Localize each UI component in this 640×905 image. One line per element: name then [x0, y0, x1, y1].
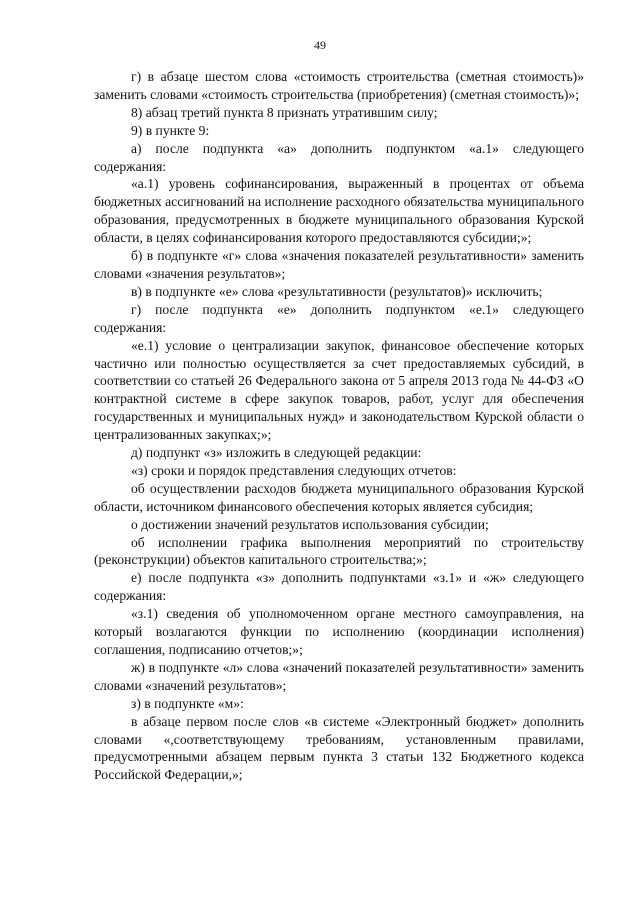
paragraph-9: «е.1) условие о централизации закупок, финансовое обеспечение которых частично или полностью осуществляется за счет предоставляемых субсидий, в соответствии со статьей 26 Федерального закона от 5 апреля 2013 года № 44-ФЗ «О контрактной системе в сфере закупок товаров, работ, услуг для обеспечения государственных и муниципальных нужд» и законодательством Курской области о централизованных закупках;»; [94, 337, 584, 443]
paragraph-11: «з) сроки и порядок представления следующих отчетов: [131, 462, 457, 478]
paragraph-5: «а.1) уровень софинансирования, выраженный в процентах от объема бюджетных ассигнований на исполнение расходного обязательства муниципального образования, предусмотренных в бюджете муниципального образования Курской области, в целях софинансирования которого предоставляются субсидии;»; [94, 176, 584, 246]
paragraph-2: 8) абзац третий пункта 8 признать утратившим силу; [131, 104, 438, 120]
paragraph-8: г) после подпункта «е» дополнить подпунктом «е.1» следующего содержания: [94, 301, 584, 335]
paragraph-19: в абзаце первом после слов «в системе «Электронный бюджет» дополнить словами «,соответствующему требованиям, установленным правилами, предусмотренными абзацем первым пункта 3 статьи 132 Бюджетного кодекса Российской Федерации,»; [94, 713, 584, 783]
paragraph-6: б) в подпункте «г» слова «значения показателей результативности» заменить словами «значения результатов»; [94, 248, 584, 281]
paragraph-18: з) в подпункте «м»: [131, 695, 244, 711]
paragraph-16: «з.1) сведения об уполномоченном органе местного самоуправления, на который возлагаются функции по исполнению (координации исполнения) соглашения, подписанию отчетов;»; [94, 606, 584, 657]
paragraph-15: е) после подпункта «з» дополнить подпунктами «з.1» и «ж» следующего содержания: [94, 570, 584, 604]
paragraph-1: г) в абзаце шестом слова «стоимость строительства (сметная стоимость)» заменить словами «стоимость строительства (приобретения) (сметная стоимость)»; [94, 69, 584, 102]
document-body [94, 68, 584, 784]
paragraph-12: об осуществлении расходов бюджета муниципального образования Курской области, источником финансового обеспечения которых является субсидия; [94, 480, 584, 514]
paragraph-14: об исполнении графика выполнения мероприятий по строительству (реконструкции) объектов капитального строительства;»; [94, 534, 584, 568]
paragraph-7: в) в подпункте «е» слова «результативности (результатов)» исключить; [131, 283, 543, 299]
page-number: 49 [314, 38, 326, 52]
paragraph-10: д) подпункт «з» изложить в следующей редакции: [131, 445, 422, 461]
paragraph-3: 9) в пункте 9: [131, 122, 210, 138]
paragraph-13: о достижении значений результатов использования субсидии; [131, 516, 489, 532]
paragraph-17: ж) в подпункте «л» слова «значений показателей результативности» заменить словами «значений результатов»; [94, 659, 584, 693]
paragraph-4: а) после подпункта «а» дополнить подпунктом «а.1» следующего содержания: [94, 140, 584, 174]
